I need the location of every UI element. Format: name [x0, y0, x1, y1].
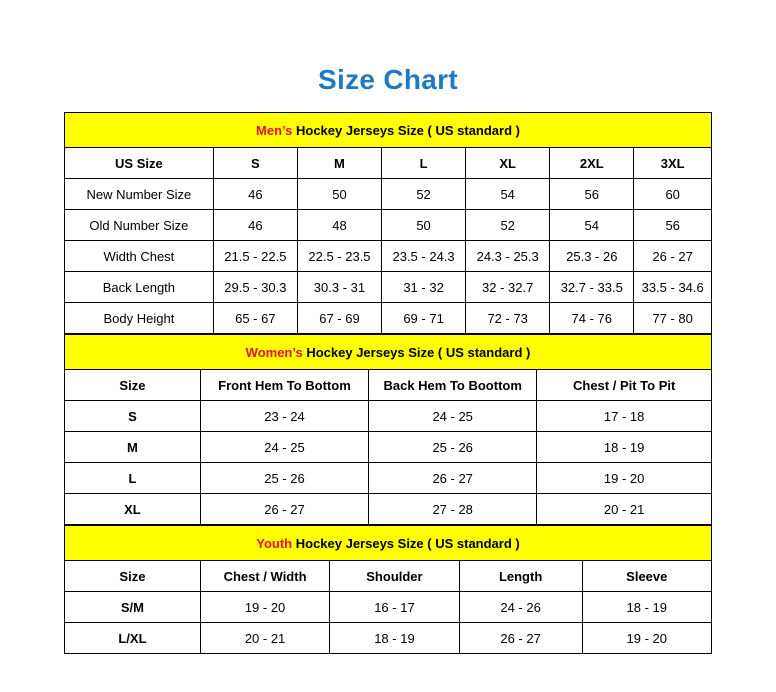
table-header-row	[65, 561, 712, 592]
table-section-heading-row	[65, 526, 712, 561]
mens-row-3-cell-3: 32 - 32.7	[466, 272, 550, 303]
table-section-heading-row	[65, 335, 712, 370]
mens-row-1-cell-4: 54	[550, 210, 634, 241]
mens-row-4-label: Body Height	[65, 303, 214, 334]
youth-row-1-cell-2: 26 - 27	[459, 623, 582, 654]
womens-size-table	[64, 334, 712, 525]
womens-row-1-cell-1: 25 - 26	[369, 432, 537, 463]
womens-row-0-label: S	[65, 401, 201, 432]
womens-heading-accent: Women’s	[245, 344, 303, 360]
mens-row-1-cell-1: 48	[297, 210, 381, 241]
womens-row-0-cell-1: 24 - 25	[369, 401, 537, 432]
mens-col-1: S	[213, 148, 297, 179]
youth-row-0-cell-0: 19 - 20	[200, 592, 329, 623]
womens-row-1-cell-2: 18 - 19	[537, 432, 712, 463]
womens-row-3-label: XL	[65, 494, 201, 525]
mens-col-6: 3XL	[634, 148, 712, 179]
table-row	[65, 179, 712, 210]
youth-col-4: Sleeve	[582, 561, 711, 592]
mens-row-4-cell-5: 77 - 80	[634, 303, 712, 334]
mens-heading-rest: Hockey Jerseys Size ( US standard )	[292, 122, 520, 138]
mens-row-0-cell-4: 56	[550, 179, 634, 210]
table-row	[65, 432, 712, 463]
womens-row-3-cell-1: 27 - 28	[369, 494, 537, 525]
mens-section-heading	[65, 113, 712, 148]
womens-row-2-cell-1: 26 - 27	[369, 463, 537, 494]
mens-row-3-cell-4: 32.7 - 33.5	[550, 272, 634, 303]
table-row	[65, 303, 712, 334]
mens-col-4: XL	[466, 148, 550, 179]
mens-col-0: US Size	[65, 148, 214, 179]
youth-row-0-label: S/M	[65, 592, 201, 623]
mens-row-2-cell-1: 22.5 - 23.5	[297, 241, 381, 272]
table-row	[65, 592, 712, 623]
womens-row-1-label: M	[65, 432, 201, 463]
youth-heading-accent: Youth	[256, 535, 293, 551]
page-title: Size Chart	[318, 64, 458, 95]
womens-row-2-cell-0: 25 - 26	[200, 463, 368, 494]
mens-col-5: 2XL	[550, 148, 634, 179]
mens-row-0-cell-1: 50	[297, 179, 381, 210]
table-row	[65, 623, 712, 654]
table-row	[65, 210, 712, 241]
size-chart-container	[64, 112, 712, 654]
womens-row-0-cell-0: 23 - 24	[200, 401, 368, 432]
youth-row-1-cell-1: 18 - 19	[330, 623, 459, 654]
youth-heading-rest: Hockey Jerseys Size ( US standard )	[292, 535, 520, 551]
womens-col-0: Size	[65, 370, 201, 401]
mens-row-3-cell-2: 31 - 32	[382, 272, 466, 303]
womens-row-0-cell-2: 17 - 18	[537, 401, 712, 432]
womens-col-2: Back Hem To Boottom	[369, 370, 537, 401]
mens-row-3-cell-5: 33.5 - 34.6	[634, 272, 712, 303]
table-row	[65, 463, 712, 494]
mens-row-4-cell-1: 67 - 69	[297, 303, 381, 334]
mens-row-1-cell-2: 50	[382, 210, 466, 241]
youth-section-heading	[65, 526, 712, 561]
mens-row-2-cell-0: 21.5 - 22.5	[213, 241, 297, 272]
youth-col-3: Length	[459, 561, 582, 592]
womens-row-3-cell-0: 26 - 27	[200, 494, 368, 525]
mens-col-2: M	[297, 148, 381, 179]
mens-row-2-cell-4: 25.3 - 26	[550, 241, 634, 272]
mens-row-1-cell-5: 56	[634, 210, 712, 241]
womens-col-1: Front Hem To Bottom	[200, 370, 368, 401]
mens-row-2-cell-2: 23.5 - 24.3	[382, 241, 466, 272]
youth-row-1-label: L/XL	[65, 623, 201, 654]
youth-col-0: Size	[65, 561, 201, 592]
mens-row-1-cell-0: 46	[213, 210, 297, 241]
youth-row-0-cell-1: 16 - 17	[330, 592, 459, 623]
youth-row-0-cell-2: 24 - 26	[459, 592, 582, 623]
mens-row-3-label: Back Length	[65, 272, 214, 303]
table-header-row	[65, 148, 712, 179]
mens-row-4-cell-3: 72 - 73	[466, 303, 550, 334]
youth-col-2: Shoulder	[330, 561, 459, 592]
womens-row-2-cell-2: 19 - 20	[537, 463, 712, 494]
youth-row-1-cell-0: 20 - 21	[200, 623, 329, 654]
mens-row-0-cell-3: 54	[466, 179, 550, 210]
table-row	[65, 241, 712, 272]
mens-row-1-label: Old Number Size	[65, 210, 214, 241]
mens-row-4-cell-4: 74 - 76	[550, 303, 634, 334]
youth-col-1: Chest / Width	[200, 561, 329, 592]
table-row	[65, 272, 712, 303]
table-section-heading-row	[65, 113, 712, 148]
mens-row-4-cell-2: 69 - 71	[382, 303, 466, 334]
womens-heading-rest: Hockey Jerseys Size ( US standard )	[302, 344, 531, 360]
mens-row-1-cell-3: 52	[466, 210, 550, 241]
womens-row-1-cell-0: 24 - 25	[200, 432, 368, 463]
mens-row-2-label: Width Chest	[65, 241, 214, 272]
mens-row-0-cell-5: 60	[634, 179, 712, 210]
youth-row-0-cell-3: 18 - 19	[582, 592, 711, 623]
mens-row-4-cell-0: 65 - 67	[213, 303, 297, 334]
mens-row-3-cell-1: 30.3 - 31	[297, 272, 381, 303]
mens-row-2-cell-5: 26 - 27	[634, 241, 712, 272]
youth-row-1-cell-3: 19 - 20	[582, 623, 711, 654]
table-row	[65, 401, 712, 432]
womens-section-heading	[65, 335, 712, 370]
mens-row-3-cell-0: 29.5 - 30.3	[213, 272, 297, 303]
table-row	[65, 494, 712, 525]
mens-size-table	[64, 112, 712, 334]
womens-row-2-label: L	[65, 463, 201, 494]
mens-row-0-cell-2: 52	[382, 179, 466, 210]
mens-heading-accent: Men’s	[256, 122, 293, 138]
youth-size-table	[64, 525, 712, 654]
mens-row-2-cell-3: 24.3 - 25.3	[466, 241, 550, 272]
womens-row-3-cell-2: 20 - 21	[537, 494, 712, 525]
mens-col-3: L	[382, 148, 466, 179]
womens-col-3: Chest / Pit To Pit	[537, 370, 712, 401]
mens-row-0-cell-0: 46	[213, 179, 297, 210]
table-header-row	[65, 370, 712, 401]
mens-row-0-label: New Number Size	[65, 179, 214, 210]
